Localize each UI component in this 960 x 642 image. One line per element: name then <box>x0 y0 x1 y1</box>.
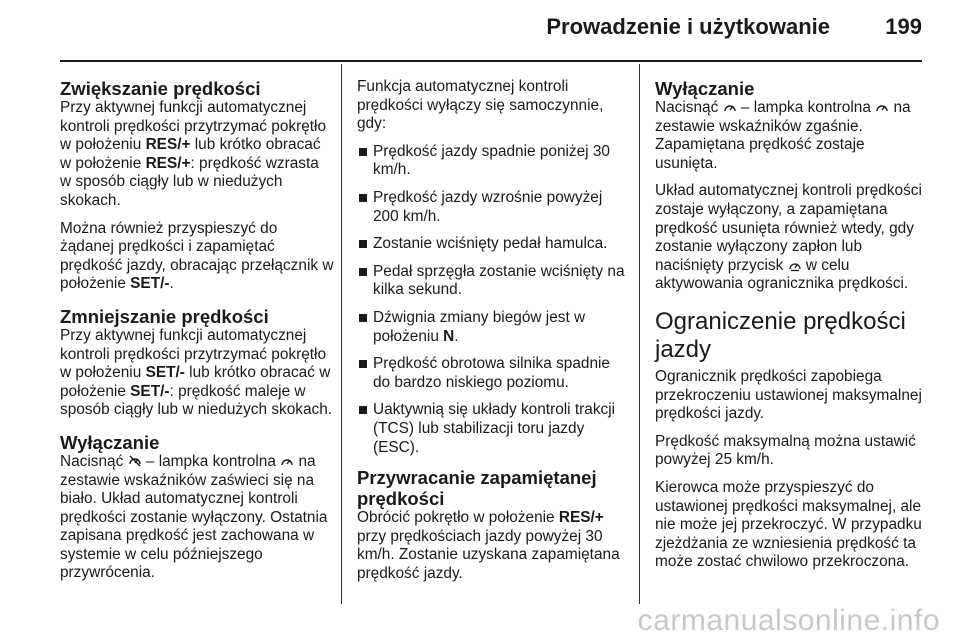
section-switch-off <box>60 432 334 583</box>
list-item: Dźwignia zmiany biegów jest w położeniu N. <box>357 309 625 346</box>
list-item: Zostanie wciśnięty pedał hamulca. <box>357 235 625 254</box>
chapter-title: Prowadzenie i użytkowanie <box>546 14 830 39</box>
chapter-heading: Ograniczenie prędkości jazdy <box>655 307 906 363</box>
watermark: carmanualsonline.info <box>637 604 940 637</box>
section-heading: Przywracanie zapamiętanej prędkości <box>357 467 597 510</box>
list-item: Prędkość jazdy wzrośnie powyżej 200 km/h. <box>357 189 625 226</box>
section-heading: Wyłączanie <box>655 78 755 99</box>
page-number: 199 <box>885 14 922 39</box>
section-heading: Wyłączanie <box>60 431 160 453</box>
paragraph: Układ automatycznej kontroli prędkości zostaje wyłączony, a zapamiętana prędkość usunięta również wtedy, gdy zostanie wyłączony zapłon lub naciśnięty przycisk w celu aktywowania ogranicznika prędkości. <box>655 182 922 293</box>
section-resume-speed <box>357 467 625 583</box>
column-3 <box>655 78 923 581</box>
list-item: Prędkość jazdy spadnie poniżej 30 km/h. <box>357 143 625 180</box>
paragraph: Można również przyspieszyć do żądanej prędkości i zapamiętać prędkość jazdy, obracając przełącznik w położenie SET/-. <box>60 219 334 293</box>
column-1 <box>60 78 334 595</box>
paragraph: Nacisnąć – lampka kontrolna na zestawie wskaźników zgaśnie. Zapamiętana prędkość zostaje usunięta. <box>655 99 911 172</box>
paragraph: Przy aktywnej funkcji automatycznej kontroli prędkości przytrzymać pokrętło w położeniu SET/- lub krótko obracać w położenie SET/-: prędkość maleje w sposób ciągły lub w niedużych skokach. <box>60 326 333 419</box>
section-heading: Zmniejszanie prędkości <box>60 305 269 327</box>
list-item: Pedał sprzęgła zostanie wciśnięty na kilka sekund. <box>357 263 625 300</box>
list-item: Uaktywnią się układy kontroli trakcji (TCS) lub stabilizacji toru jazdy (ESC). <box>357 401 625 457</box>
header-rule <box>60 60 922 62</box>
cruise-control-icon <box>875 100 889 114</box>
cruise-cancel-icon <box>128 454 142 468</box>
auto-off-list <box>357 143 625 457</box>
speed-limiter-icon <box>788 258 802 272</box>
column-2 <box>357 78 625 595</box>
paragraph: Ogranicznik prędkości zapobiega przekroczeniu ustawionej maksymalnej prędkości jazdy. <box>655 367 922 423</box>
column-divider <box>639 64 640 604</box>
paragraph: Nacisnąć – lampka kontrolna na zestawie wskaźników zaświeci się na biało. Układ automatycznej kontroli prędkości zostanie wyłączony. Ostatnia zapisana prędkość jest zachowana w systemie w celu późniejszego przywrócenia. <box>60 452 328 582</box>
section-heading: Zwiększanie prędkości <box>60 78 261 99</box>
section-increase-speed <box>60 78 334 294</box>
section-switch-off-2 <box>655 78 923 294</box>
paragraph: Przy aktywnej funkcji automatycznej kontroli prędkości przytrzymać pokrętło w położeniu RES/+ lub krótko obracać w położenie RES/+: prędkość wzrasta w sposób ciągły lub w niedużych skokach. <box>60 99 327 209</box>
paragraph: Prędkość maksymalną można ustawić powyżej 25 km/h. <box>655 432 916 469</box>
list-item: Prędkość obrotowa silnika spadnie do bardzo niskiego poziomu. <box>357 355 625 392</box>
page-header <box>0 0 960 62</box>
paragraph: Kierowca może przyspieszyć do ustawionej prędkości maksymalnej, ale nie może jej przekroczyć. W przypadku zjeżdżania ze wzniesienia prędkość ta może zostać chwilowo przekroczona. <box>655 478 922 571</box>
column-divider <box>341 64 342 604</box>
paragraph: Funkcja automatycznej kontroli prędkości wyłączy się samoczynnie, gdy: <box>357 78 604 133</box>
cruise-control-icon <box>723 100 737 114</box>
paragraph: Obrócić pokrętło w położenie RES/+ przy prędkościach jazdy powyżej 30 km/h. Zostanie uzyskana zapamiętana prędkość jazdy. <box>357 509 620 582</box>
section-decrease-speed <box>60 306 334 420</box>
cruise-control-icon <box>280 454 294 468</box>
